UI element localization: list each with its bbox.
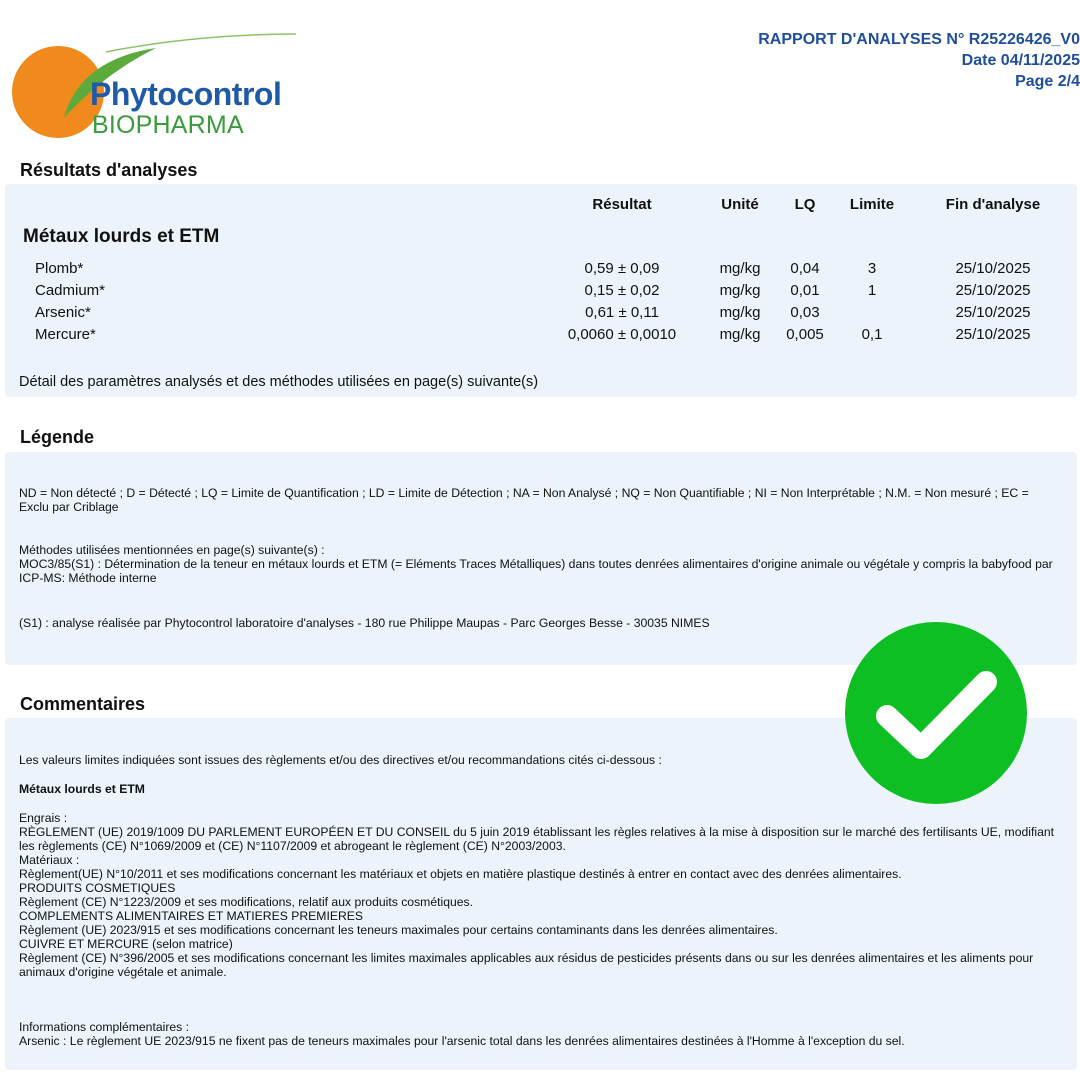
cell-lq: 0,04: [790, 260, 820, 277]
legend-lab-note: (S1) : analyse réalisée par Phytocontrol laboratoire d'analyses - 180 rue Philippe Maupas - Parc Georges Besse - 30035 NIMES: [19, 616, 710, 630]
results-footer-note: Détail des paramètres analysés et des méthodes utilisées en page(s) suivante(s): [19, 374, 539, 390]
check-icon: [845, 622, 1027, 804]
cell-name: Cadmium*: [35, 282, 106, 299]
cell-result: 0,0060 ± 0,0010: [567, 326, 677, 343]
report-title: RAPPORT D'ANALYSES N° R25226426_V0: [758, 31, 1080, 48]
cell-name: Arsenic*: [35, 304, 91, 321]
comment-line: Règlement (UE) 2023/915 et ses modifications concernant les teneurs maximales pour certains contaminants dans les denrées alimentaires.: [19, 923, 778, 937]
table-row: [5, 282, 1077, 304]
comment-line: CUIVRE ET MERCURE (selon matrice): [19, 937, 233, 951]
comments-intro: Les valeurs limites indiquées sont issues des règlements et/ou des directives et/ou recommandations cités ci-dessous :: [19, 753, 662, 767]
cell-result: 0,61 ± 0,11: [585, 304, 659, 321]
report-page: Page 2/4: [1015, 73, 1080, 90]
cell-unit: mg/kg: [719, 304, 761, 321]
results-section-title: Résultats d'analyses: [20, 160, 198, 180]
comment-line: COMPLEMENTS ALIMENTAIRES ET MATIERES PREMIERES: [19, 909, 364, 923]
results-group-title: Métaux lourds et ETM: [23, 226, 220, 247]
report-date: Date 04/11/2025: [961, 52, 1080, 69]
table-row: [5, 260, 1077, 282]
legend-abbreviations: ND = Non détecté ; D = Détecté ; LQ = Limite de Quantification ; LD = Limite de Détection ; NA = Non Analysé ; NQ = Non Quantifiable ; NI = Non Interprétable ; N.M. = Non mesuré ; EC = Exclu par Criblage: [19, 486, 1029, 514]
logo-name: Phytocontrol: [90, 76, 282, 112]
col-unit: Unité: [721, 196, 759, 213]
table-row: [5, 304, 1077, 326]
comment-line: Matériaux :: [19, 853, 80, 867]
table-row: [5, 326, 1077, 348]
col-result: Résultat: [592, 196, 652, 213]
comment-line: Règlement (CE) N°1223/2009 et ses modifications, relatif aux produits cosmétiques.: [19, 895, 474, 909]
comments-info-heading: Informations complémentaires :: [19, 1020, 190, 1034]
cell-lq: 0,03: [790, 304, 820, 321]
cell-limit: 3: [867, 260, 877, 277]
cell-name: Plomb*: [35, 260, 84, 277]
legend-methods-heading: Méthodes utilisées mentionnées en page(s) suivante(s) :: [19, 543, 325, 557]
cell-end-date: 25/10/2025: [955, 260, 1031, 277]
comment-line: Engrais :: [19, 811, 68, 825]
cell-end-date: 25/10/2025: [955, 282, 1031, 299]
legend-section-title: Légende: [20, 427, 95, 447]
cell-limit: 1: [867, 282, 877, 299]
comment-line: PRODUITS COSMETIQUES: [19, 881, 176, 895]
comment-line: RÈGLEMENT (UE) 2019/1009 DU PARLEMENT EUROPÉEN ET DU CONSEIL du 5 juin 2019 établissant les règles relatives à la mise à disposition sur le marché des fertilisants UE, modifiant les règlements (CE) N°1069/2009 et (CE) N°1107/2009 et abrogeant le règlement (CE) N°2003/2003.: [19, 825, 1055, 853]
comments-regulations: [19, 811, 1064, 979]
cell-result: 0,59 ± 0,09: [584, 260, 660, 277]
comments-info-text: Arsenic : Le règlement UE 2023/915 ne fixent pas de teneurs maximales pour l'arsenic total dans les denrées alimentaires destinées à l'Homme à l'exception du sel.: [19, 1034, 905, 1048]
col-end-date: Fin d'analyse: [945, 196, 1041, 213]
cell-end-date: 25/10/2025: [955, 326, 1031, 343]
cell-limit: 0,1: [861, 326, 883, 343]
comment-line: Règlement (CE) N°396/2005 et ses modifications concernant les limites maximales applicables aux résidus de pesticides présents dans ou sur les denrées alimentaires et les aliments pour animaux d'origine végétale et animale.: [19, 951, 1034, 979]
cell-result: 0,15 ± 0,02: [584, 282, 660, 299]
company-logo: [6, 32, 306, 142]
approved-badge: [845, 622, 1027, 804]
comment-line: Règlement(UE) N°10/2011 et ses modifications concernant les matériaux et objets en matière plastique destinés à entrer en contact avec des denrées alimentaires.: [19, 867, 902, 881]
cell-lq: 0,005: [786, 326, 824, 343]
cell-unit: mg/kg: [719, 260, 761, 277]
comments-section-title: Commentaires: [20, 694, 146, 714]
cell-lq: 0,01: [790, 282, 820, 299]
comments-group-title: Métaux lourds et ETM: [19, 782, 145, 796]
cell-end-date: 25/10/2025: [955, 304, 1031, 321]
cell-unit: mg/kg: [719, 326, 761, 343]
results-panel: [5, 184, 1077, 397]
col-lq: LQ: [794, 196, 816, 213]
logo-subtitle: BIOPHARMA: [92, 111, 244, 139]
col-limit: Limite: [849, 196, 895, 213]
legend-method-text: MOC3/85(S1) : Détermination de la teneur en métaux lourds et ETM (= Eléments Traces Métalliques) dans toutes denrées alimentaires d'origine animale ou végétale y compris la babyfood par ICP-MS: Méthode interne: [19, 557, 1053, 585]
report-header: [758, 29, 1080, 92]
cell-name: Mercure*: [35, 326, 96, 343]
cell-unit: mg/kg: [719, 282, 761, 299]
